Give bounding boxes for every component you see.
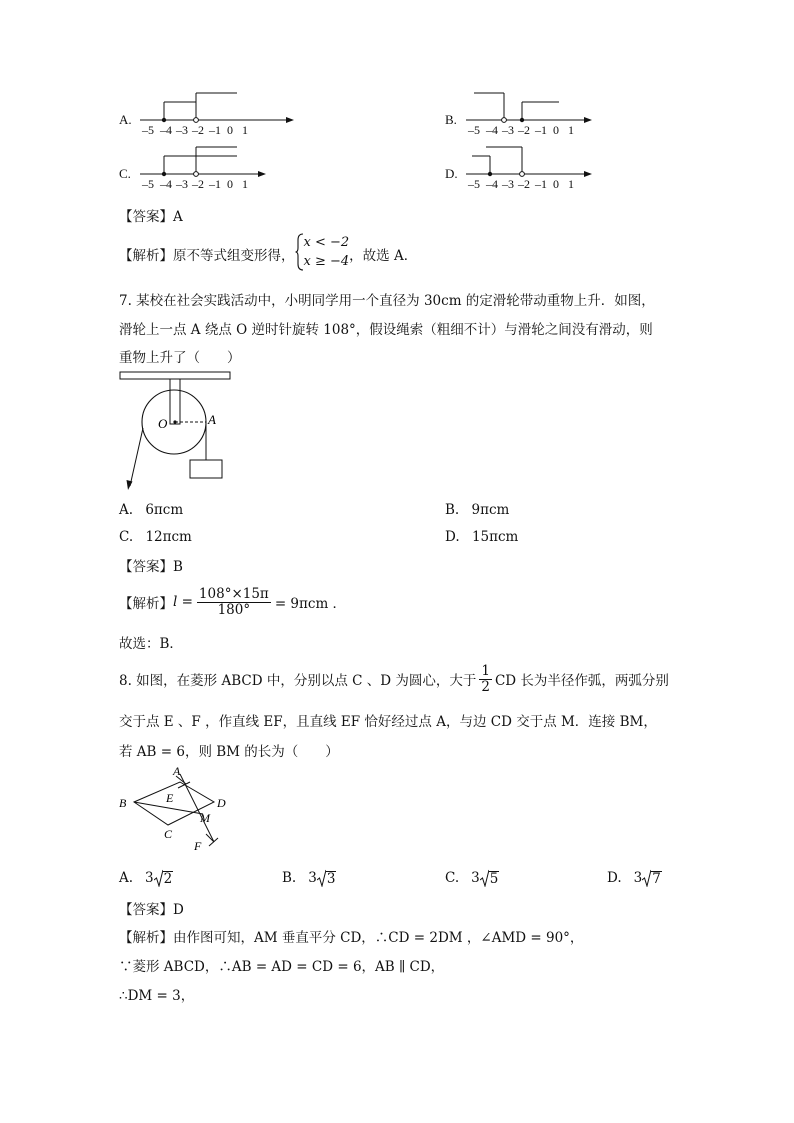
option-letter: C. bbox=[119, 529, 134, 545]
tick-label: –3 bbox=[502, 123, 514, 137]
tick-label: 0 bbox=[227, 123, 233, 137]
tick-label: 1 bbox=[568, 177, 574, 191]
radicand: 2 bbox=[163, 871, 173, 887]
option-letter: D. bbox=[607, 870, 622, 886]
q7-answer bbox=[119, 555, 183, 575]
tick-label: –1 bbox=[209, 177, 221, 191]
option-letter: B. bbox=[282, 870, 297, 886]
fraction-numerator: 108°×15π bbox=[198, 586, 269, 603]
q7-stem-line-2: 滑轮上一点 A 绕点 O 逆时针旋转 108°，假设绳索（粗细不计）与滑轮之间没有滑动，则 bbox=[119, 322, 653, 338]
radicand: 7 bbox=[652, 871, 661, 887]
option-text: 9πcm bbox=[471, 502, 510, 518]
tick-label: –1 bbox=[535, 177, 547, 191]
analysis-tag: 【解析】 bbox=[119, 248, 173, 264]
stem-text: 8. 如图，在菱形 ABCD 中，分别以点 C 、D 为圆心，大于 bbox=[119, 673, 477, 689]
q8-option-b bbox=[282, 869, 336, 887]
sqrt-icon bbox=[317, 869, 326, 887]
q6-option-a-letter: A. bbox=[119, 112, 132, 127]
answer-value: A bbox=[173, 209, 183, 225]
answer-value: D bbox=[173, 902, 184, 918]
stem-text: CD 长为半径作弧，两弧分别 bbox=[494, 673, 669, 689]
q8-analysis-line-2: ∵菱形 ABCD，∴AB = AD = CD = 6，AB ∥ CD， bbox=[119, 959, 445, 975]
tick-label: –5 bbox=[142, 123, 154, 137]
q8-stem-line-2: 交于点 E 、F ，作直线 EF，且直线 EF 恰好经过点 A，与边 CD 交于点 M．连接 BM， bbox=[119, 714, 657, 730]
fig-label-c: C bbox=[164, 827, 173, 841]
option-text: 6πcm bbox=[145, 502, 184, 518]
q8-option-d bbox=[607, 869, 662, 887]
fig-label-d: D bbox=[217, 796, 226, 810]
sqrt-expression bbox=[480, 869, 500, 887]
option-text: 12πcm bbox=[145, 529, 192, 545]
q7-option-d bbox=[445, 529, 518, 545]
tick-label: 1 bbox=[242, 177, 248, 191]
formula-rhs: = 9πcm ． bbox=[274, 596, 347, 612]
formula-lhs: l = bbox=[173, 594, 193, 610]
analysis-tag: 【解析】 bbox=[119, 596, 173, 612]
q6-number-line-d bbox=[462, 146, 622, 192]
half-fraction bbox=[479, 664, 492, 693]
q8-analysis-line-3: ∴DM = 3， bbox=[119, 988, 195, 1004]
q8-stem-line-3: 若 AB = 6，则 BM 的长为（ ） bbox=[119, 744, 339, 760]
tick-label: –4 bbox=[486, 177, 498, 191]
q8-rhombus-figure bbox=[114, 762, 238, 854]
fig-label-e: E bbox=[166, 791, 174, 805]
system-line-1: x < −2 bbox=[303, 235, 350, 250]
option-letter: A. bbox=[119, 502, 134, 518]
tick-label: 0 bbox=[553, 123, 559, 137]
tick-label: –1 bbox=[535, 123, 547, 137]
fig-label-o: O bbox=[158, 416, 168, 431]
option-coef: 3 bbox=[471, 870, 480, 886]
answer-value: B bbox=[173, 559, 183, 575]
radicand: 3 bbox=[326, 871, 336, 887]
option-coef: 3 bbox=[633, 870, 643, 886]
tick-label: –4 bbox=[486, 123, 498, 137]
q7-option-b bbox=[445, 502, 509, 518]
sqrt-expression bbox=[642, 869, 662, 887]
tick-label: 1 bbox=[242, 123, 248, 137]
tick-label: –2 bbox=[192, 177, 204, 191]
system-line-2: x ≥ −4 bbox=[303, 254, 350, 269]
q7-stem-line-3: 重物上升了（ ） bbox=[119, 350, 241, 366]
sqrt-icon bbox=[642, 869, 651, 887]
option-letter: D. bbox=[445, 529, 460, 545]
tick-label: 0 bbox=[553, 177, 559, 191]
tick-label: –1 bbox=[209, 123, 221, 137]
tick-label: –5 bbox=[142, 177, 154, 191]
formula-fraction bbox=[197, 587, 271, 616]
tick-label: –2 bbox=[518, 177, 530, 191]
q8-answer bbox=[119, 898, 184, 918]
tick-label: –3 bbox=[176, 177, 188, 191]
answer-tag: 【答案】 bbox=[119, 209, 173, 225]
q7-pulley-figure bbox=[116, 368, 238, 496]
tick-label: 0 bbox=[227, 177, 233, 191]
fraction-numerator: 1 bbox=[481, 663, 490, 680]
inequality-system bbox=[295, 233, 350, 275]
q7-stem-line-1: 7. 某校在社会实践活动中，小明同学用一个直径为 30cm 的定滑轮带动重物上升．如图， bbox=[119, 293, 655, 309]
tick-label: –2 bbox=[192, 123, 204, 137]
q6-number-line-a bbox=[136, 92, 296, 138]
q6-option-d-letter: D. bbox=[445, 166, 458, 181]
q6-number-line-b bbox=[462, 92, 622, 138]
q7-option-c bbox=[119, 529, 192, 545]
answer-tag: 【答案】 bbox=[119, 902, 173, 918]
tick-label: –5 bbox=[468, 123, 480, 137]
tick-label: –3 bbox=[176, 123, 188, 137]
fig-label-a: A bbox=[173, 764, 181, 778]
q6-option-c-letter: C. bbox=[119, 166, 131, 181]
tick-label: –4 bbox=[160, 177, 172, 191]
analysis-text: 原不等式组变形得， bbox=[173, 248, 295, 264]
tick-label: –3 bbox=[502, 177, 514, 191]
option-coef: 3 bbox=[308, 870, 317, 886]
tick-label: –5 bbox=[468, 177, 480, 191]
q7-option-a bbox=[119, 502, 183, 518]
answer-tag: 【答案】 bbox=[119, 559, 173, 575]
option-text: 15πcm bbox=[471, 529, 519, 545]
q8-analysis-line-1 bbox=[119, 926, 583, 946]
option-letter: C. bbox=[445, 870, 460, 886]
sqrt-expression bbox=[317, 869, 337, 887]
brace-icon bbox=[295, 233, 304, 271]
fraction-denominator: 2 bbox=[481, 678, 490, 695]
analysis-text: 由作图可知，AM 垂直平分 CD，∴CD = 2DM ，∠AMD = 90°， bbox=[173, 930, 584, 946]
fig-label-f: F bbox=[194, 839, 202, 853]
fraction-denominator: 180° bbox=[217, 601, 251, 618]
q7-conclusion: 故选：B． bbox=[119, 636, 183, 652]
tick-label: 1 bbox=[568, 123, 574, 137]
q7-analysis bbox=[119, 582, 346, 622]
q8-option-a bbox=[119, 869, 173, 887]
fig-label-b: B bbox=[119, 796, 127, 810]
q6-option-b-letter: B. bbox=[445, 112, 457, 127]
q8-option-c bbox=[445, 869, 499, 887]
option-coef: 3 bbox=[145, 870, 154, 886]
sqrt-icon bbox=[480, 869, 489, 887]
sqrt-icon bbox=[154, 869, 163, 887]
q6-answer bbox=[119, 205, 183, 225]
analysis-tag: 【解析】 bbox=[119, 930, 173, 946]
option-letter: A. bbox=[119, 870, 134, 886]
q6-analysis bbox=[119, 234, 417, 274]
tick-label: –2 bbox=[518, 123, 530, 137]
fig-label-a: A bbox=[208, 412, 216, 427]
option-letter: B. bbox=[445, 502, 460, 518]
sqrt-expression bbox=[154, 869, 174, 887]
fig-label-m: M bbox=[200, 811, 210, 825]
tick-label: –4 bbox=[160, 123, 172, 137]
q8-stem-line-1 bbox=[119, 662, 669, 696]
analysis-text-post: ，故选 A． bbox=[349, 248, 418, 264]
radicand: 5 bbox=[489, 871, 499, 887]
q6-number-line-c bbox=[136, 146, 296, 192]
